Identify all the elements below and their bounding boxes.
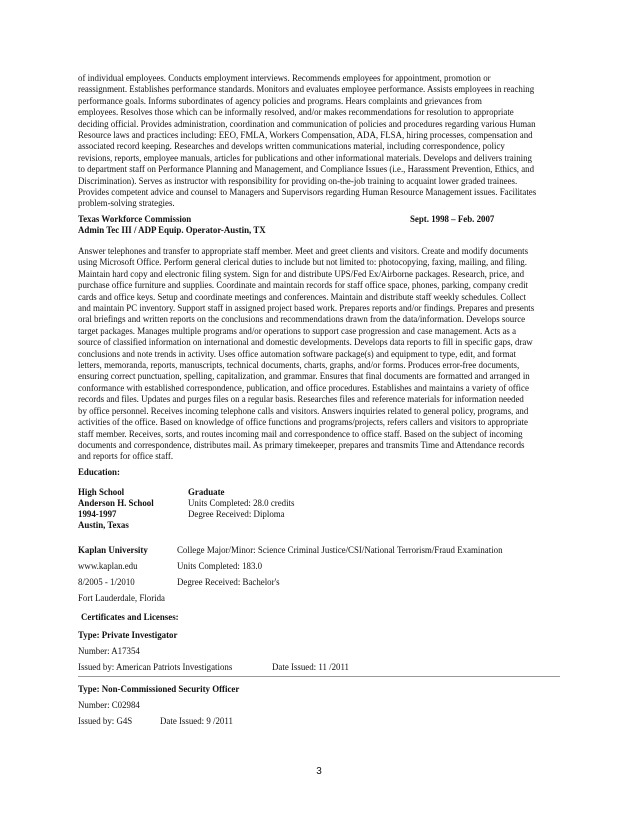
- text-line: and maintain PC inventory. Support staff in assigned project based work. Prepares reports and/or findings. Prepares and presents: [78, 303, 535, 314]
- text-line: and reports for office staff.: [78, 451, 174, 462]
- cert-pi-type: Type: Private Investigator: [78, 630, 178, 640]
- kaplan-name: Kaplan University: [78, 545, 148, 555]
- cert-pi-date: Date Issued: 11 /2011: [272, 662, 349, 672]
- kaplan-location: Fort Lauderdale, Florida: [78, 593, 165, 603]
- cert-security-issued-by: Issued by: G4S: [78, 716, 133, 726]
- text-line: purchase office furniture and supplies. Coordinate and maintain records for staff office space, phones, parking, company credit: [78, 280, 529, 291]
- text-line: source of classified information on international and domestic developments. Develops data reports to fill in specific gaps, draw: [78, 337, 533, 348]
- kaplan-units: Units Completed: 183.0: [177, 561, 263, 571]
- text-line: employees. Resolves those which can be informally resolved, and/or makes recommendations for resolution to appropriate: [78, 107, 514, 118]
- intro-paragraph: [78, 73, 560, 210]
- hs-years: 1994-1997: [78, 509, 117, 519]
- section-divider: [78, 676, 560, 677]
- cert-security-date: Date Issued: 9 /2011: [160, 716, 233, 726]
- text-line: staff member. Receives, sorts, and routes incoming mail and correspondence to office staff. Based on the subject of incoming: [78, 428, 523, 439]
- text-line: target packages. Manages multiple programs and/or operations to support case progression and case management. Acts as a: [78, 325, 517, 336]
- hs-location: Austin, Texas: [78, 520, 129, 530]
- cert-pi-number: Number: A17354: [78, 646, 140, 656]
- text-line: of individual employees. Conducts employment interviews. Recommends employees for appointment, promotion or: [78, 73, 491, 83]
- text-line: records and files. Updates and purges files on a regular basis. Researches files and reference materials for information needed: [78, 394, 524, 405]
- education-heading: Education:: [78, 467, 120, 477]
- text-line: to department staff on Performance Planning and Management, and Compliance Issues (i.e., Harassment Prevention, Ethics, and: [78, 164, 535, 175]
- text-line: ensuring correct punctuation, spelling, capitalization, and grammar. Ensures that final documents are formatted and arranged in: [78, 371, 530, 382]
- text-line: performance goals. Informs subordinates of agency policies and programs. Hears complaints and grievances from: [78, 95, 482, 106]
- cert-security-number: Number: C02984: [78, 700, 140, 710]
- text-line: Maintain hard copy and electronic filing system. Sign for and distribute UPS/Fed Ex/Airborne packages. Research, price, and: [78, 268, 525, 279]
- text-line: Provides competent advice and counsel to Managers and Supervisors regarding Human Resource Management issues. Facilitates: [78, 187, 537, 198]
- kaplan-dates: 8/2005 - 1/2010: [78, 577, 135, 587]
- text-line: Answer telephones and transfer to appropriate staff member. Meet and greet clients and visitors. Create and modify documents: [78, 246, 529, 256]
- text-line: using Microsoft Office. Perform general clerical duties to include but not limited to: photocopying, faxing, mailing, and filing.: [78, 257, 527, 268]
- hs-status: Graduate: [188, 487, 225, 497]
- text-line: problem-solving strategies.: [78, 198, 175, 209]
- job-title: Admin Tec III / ADP Equip. Operator-Austin, TX: [78, 225, 266, 235]
- text-line: associated record keeping. Researches and develops written communications material, including correspondence, policy: [78, 141, 505, 152]
- text-line: documents and correspondence, distributes mail. As primary timekeeper, prepares and transmits Time and Attendance records: [78, 439, 525, 450]
- text-line: cards and office keys. Setup and coordinate meetings and conferences. Maintain and distribute staff weekly schedules. Collect: [78, 291, 526, 302]
- text-line: Discrimination). Serves as instructor with responsibility for providing on-the-job training to acquaint lower graded trainees.: [78, 175, 518, 186]
- text-line: revisions, reports, employee manuals, articles for publications and other informational materials. Develops and delivers training: [78, 152, 532, 163]
- hs-name: Anderson H. School: [78, 498, 154, 508]
- job-dates: Sept. 1998 – Feb. 2007: [410, 214, 495, 224]
- text-line: Resource laws and practices including: EEO, FMLA, Workers Compensation, ADA, FLSA, hiring processes, compensation and: [78, 130, 533, 141]
- text-line: oral briefings and written reports on the conclusions and recommendations drawn from the data/information. Develops source: [78, 314, 526, 325]
- kaplan-website: www.kaplan.edu: [78, 561, 138, 571]
- text-line: letters, memoranda, reports, manuscripts, technical documents, charts, graphs, and/or forms. Produces error-free documents,: [78, 360, 520, 371]
- hs-type: High School: [78, 487, 125, 497]
- text-line: deciding official. Provides administration, coordination and communication of policies and procedures regarding various Human: [78, 118, 536, 129]
- kaplan-degree: Degree Received: Bachelor's: [177, 577, 280, 587]
- cert-pi-issued-by: Issued by: American Patriots Investigations: [78, 662, 233, 672]
- hs-units: Units Completed: 28.0 credits: [188, 498, 295, 508]
- job-description: [78, 246, 560, 463]
- text-line: by office personnel. Receives incoming telephone calls and visitors. Answers inquiries related to general policy, programs, and: [78, 405, 529, 416]
- job-employer: Texas Workforce Commission: [78, 214, 192, 224]
- kaplan-major: College Major/Minor: Science Criminal Justice/CSI/National Terrorism/Fraud Examination: [177, 545, 503, 555]
- hs-degree: Degree Received: Diploma: [188, 509, 285, 519]
- certificates-heading: Certificates and Licenses:: [81, 612, 179, 622]
- text-line: reassignment. Establishes performance standards. Monitors and evaluates employee performance. Assists employees in reaching: [78, 84, 535, 95]
- cert-security-type: Type: Non-Commissioned Security Officer: [78, 684, 240, 694]
- text-line: conclusions and note trends in activity. Uses office automation software package(s) and equipment to type, edit, and format: [78, 348, 516, 359]
- page-number: 3: [316, 766, 322, 777]
- text-line: activities of the office. Based on knowledge of office functions and programs/projects, refers callers and visitors to appropriate: [78, 417, 528, 428]
- text-line: conformance with established correspondence, publication, and office procedures. Establishes and maintains a variety of office: [78, 382, 529, 393]
